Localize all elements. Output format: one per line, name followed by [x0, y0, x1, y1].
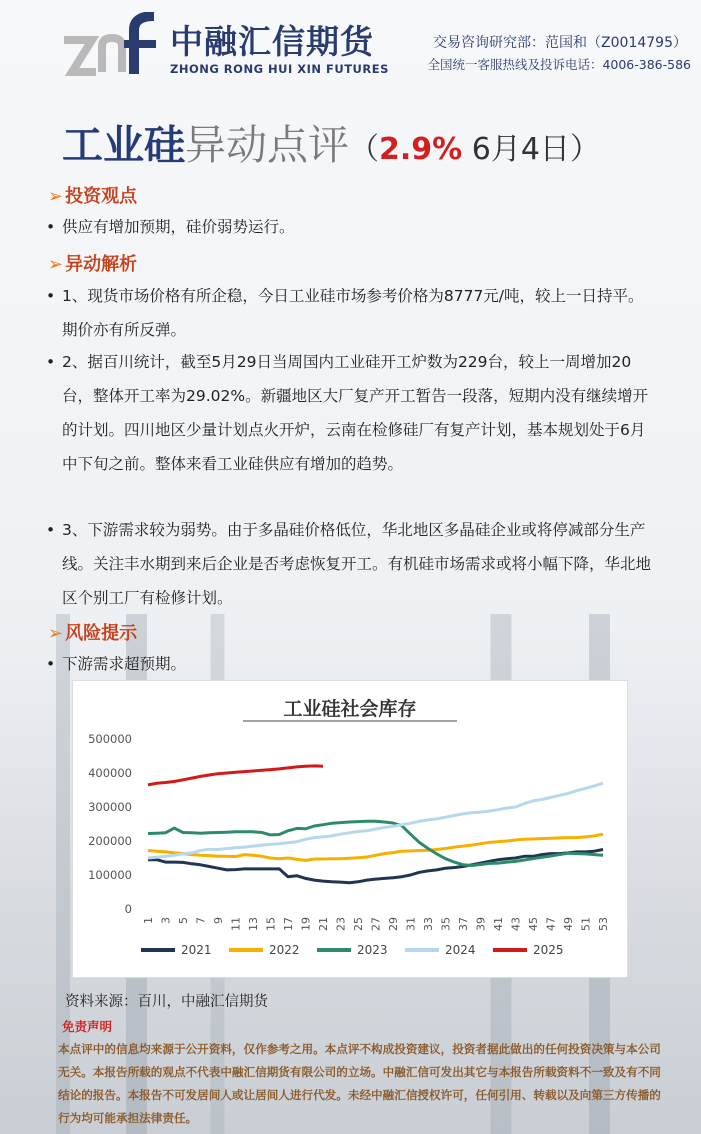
paragraph-text: 1、现货市场价格有所企稳，今日工业硅市场参考价格为8777元/吨，较上一日持平。期价亦有所反弹。	[62, 287, 644, 339]
x-tick-label: 39	[474, 917, 488, 931]
page-title	[62, 112, 600, 171]
title-close-paren: ）	[569, 132, 600, 167]
x-tick-label: 9	[212, 917, 225, 924]
paragraph-text: 供应有增加预期，硅价弱势运行。	[62, 218, 295, 236]
x-tick-label: 31	[404, 917, 418, 931]
arrow-icon: ➢	[48, 186, 64, 207]
arrow-icon: ➢	[48, 254, 64, 275]
risk-item	[46, 647, 656, 681]
x-tick-label: 53	[597, 917, 610, 931]
chart-svg	[73, 681, 627, 977]
section-heading-analysis	[48, 250, 137, 276]
title-type: 异动点评	[185, 121, 349, 169]
x-tick-label: 29	[387, 917, 400, 931]
section-title: 投资观点	[65, 186, 138, 207]
bullet-icon: •	[46, 287, 56, 305]
data-source: 资料来源：百川，中融汇信期货	[65, 994, 268, 1010]
legend-label-2024: 2024	[445, 943, 476, 957]
legend-label-2023: 2023	[357, 943, 388, 957]
x-tick-label: 23	[334, 917, 348, 931]
x-tick-label: 47	[544, 917, 558, 931]
x-tick-label: 43	[509, 917, 523, 931]
legend-label-2022: 2022	[269, 943, 300, 957]
x-tick-label: 41	[492, 917, 505, 931]
arrow-icon: ➢	[48, 623, 64, 644]
x-tick-label: 15	[264, 917, 278, 931]
y-tick-label: 300000	[88, 800, 132, 814]
x-tick-label: 1	[142, 917, 155, 924]
chart-title: 工业硅社会库存	[283, 698, 417, 720]
section-heading-view	[48, 182, 137, 208]
x-tick-label: 21	[317, 917, 330, 931]
title-change-percent: 2.9%	[379, 132, 463, 167]
inventory-chart	[72, 680, 628, 978]
section-heading-risk	[48, 619, 137, 645]
x-tick-label: 45	[527, 917, 540, 931]
title-date-text: 6月4日	[471, 132, 570, 167]
analysis-item-2	[46, 345, 656, 481]
bullet-icon: •	[46, 353, 56, 371]
section-title: 风险提示	[65, 623, 138, 644]
y-tick-label: 500000	[88, 732, 132, 746]
x-tick-label: 19	[299, 917, 313, 931]
x-tick-label: 49	[562, 917, 575, 931]
paragraph-text: 2、据百川统计，截至5月29日当周国内工业硅开工炉数为229台，较上一周增加20台，整体开工率为29.02%。新疆地区大厂复产开工暂告一段落，短期内没有继续增开的计划。四川地区少量计划点火开炉，云南在检修硅厂有复产计划，基本规划处于6月中下旬之前。整体来看工业硅供应有增加的趋势。	[62, 353, 649, 473]
hotline-contact: 全国统一客服热线及投诉电话：4006-386-586	[427, 57, 691, 72]
x-tick-label: 11	[229, 917, 243, 931]
disclaimer-title: 免责声明	[62, 1019, 113, 1034]
analyst-contact: 交易咨询研究部：范国和（Z0014795）	[433, 35, 687, 51]
title-open-paren: （	[349, 132, 379, 167]
analysis-item-3	[46, 513, 656, 615]
legend-label-2021: 2021	[181, 943, 212, 957]
x-tick-label: 35	[439, 917, 453, 931]
header	[0, 0, 701, 92]
company-name-en: ZHONG RONG HUI XIN FUTURES	[170, 62, 389, 76]
view-item	[46, 210, 656, 244]
series-line-2025	[148, 766, 323, 785]
x-tick-label: 7	[194, 917, 208, 924]
legend-label-2025: 2025	[533, 943, 564, 957]
bullet-icon: •	[46, 521, 56, 539]
x-tick-label: 33	[422, 917, 435, 931]
x-tick-label: 5	[177, 917, 190, 924]
x-tick-label: 25	[352, 917, 365, 931]
company-name-cn: 中融汇信期货	[170, 22, 374, 61]
bullet-icon: •	[46, 655, 56, 673]
y-tick-label: 100000	[88, 868, 132, 882]
analysis-item-1	[46, 279, 656, 347]
y-tick-label: 200000	[88, 834, 132, 848]
x-tick-label: 37	[457, 917, 470, 931]
paragraph-text: 3、下游需求较为弱势。由于多晶硅价格低位，华北地区多晶硅企业或将停减部分生产线。关注丰水期到来后企业是否考虑恢复开工。有机硅市场需求或将小幅下降，华北地区个别工厂有检修计划。	[62, 521, 652, 607]
bullet-icon: •	[46, 218, 56, 236]
disclaimer-text: 本点评中的信息均来源于公开资料，仅作参考之用。本点评不构成投资建议，投资者据此做出的任何投资决策与本公司无关。本报告所载的观点不代表中融汇信期货有限公司的立场。中融汇信可发出其它与本报告所载资料不一致及有不同结论的报告。本报告不可发居间人或让居间人进行代发。未经中融汇信授权许可，任何引用、转载以及向第三方传播的行为均可能承担法律责任。	[58, 1042, 661, 1125]
title-commodity: 工业硅	[62, 121, 185, 169]
x-tick-label: 51	[579, 917, 593, 931]
y-tick-label: 400000	[88, 766, 132, 780]
x-tick-label: 3	[159, 917, 173, 924]
company-logo-mark	[62, 12, 162, 78]
title-date	[462, 132, 570, 167]
x-tick-label: 13	[247, 917, 260, 931]
paragraph-text: 下游需求超预期。	[62, 655, 187, 673]
section-title: 异动解析	[65, 254, 138, 275]
x-tick-label: 27	[369, 917, 383, 931]
y-tick-label: 0	[124, 902, 132, 916]
x-tick-label: 17	[282, 917, 295, 931]
